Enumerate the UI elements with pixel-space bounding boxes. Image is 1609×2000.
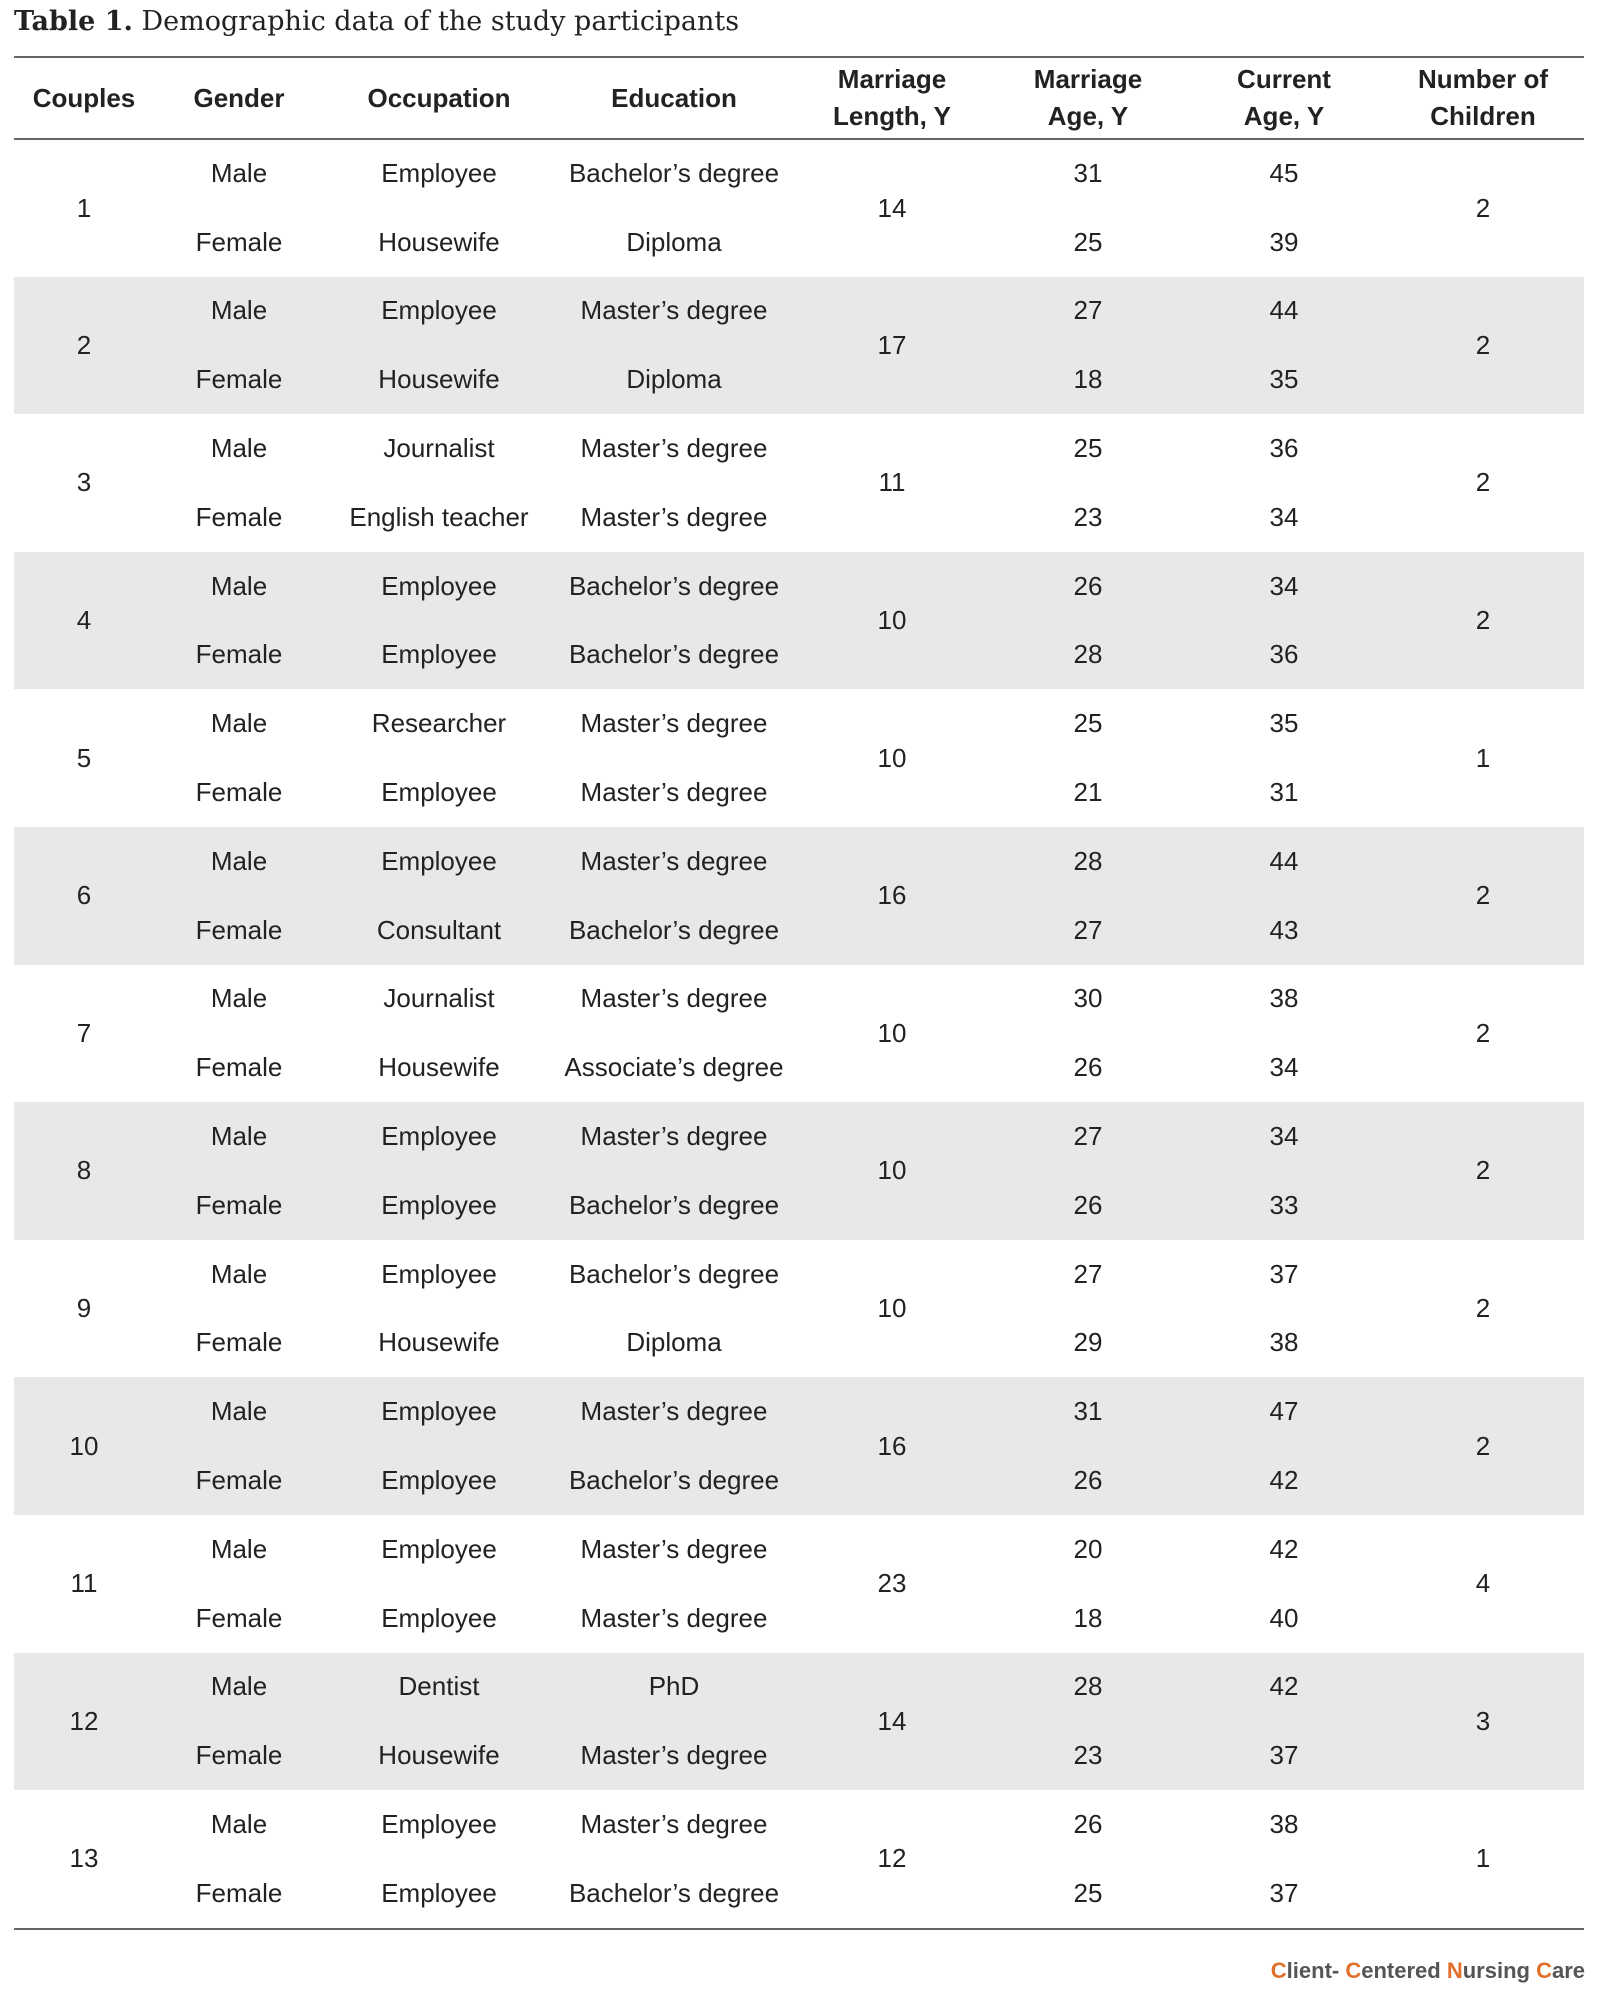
children-cell: 2 bbox=[1475, 467, 1491, 498]
marriage-age-cell: 18 bbox=[990, 345, 1186, 414]
occupation-cell: Researcher bbox=[371, 708, 507, 739]
gender-cell: Female bbox=[195, 501, 283, 532]
occupation-cell: Employee bbox=[381, 1877, 497, 1908]
marriage-length-cell: 10 bbox=[794, 1102, 990, 1240]
header-row bbox=[14, 57, 1584, 139]
current-age-cell: 38 bbox=[1269, 1809, 1299, 1840]
table-row bbox=[14, 414, 1584, 483]
gender-cell: Female bbox=[195, 777, 283, 808]
education-cell: Bachelor’s degree bbox=[568, 158, 780, 189]
current-age-cell: 35 bbox=[1186, 345, 1382, 414]
occupation-cell: Employee bbox=[381, 777, 497, 808]
education-cell: Master’s degree bbox=[554, 1377, 794, 1446]
current-age-cell: 44 bbox=[1186, 277, 1382, 346]
marriage-age-cell: 31 bbox=[1073, 158, 1103, 189]
couple-id-cell: 1 bbox=[76, 192, 92, 223]
occupation-cell: Employee bbox=[381, 1533, 497, 1564]
column-header-line: Marriage bbox=[837, 64, 947, 94]
couple-id-cell: 9 bbox=[76, 1293, 92, 1324]
marriage-age-cell: 25 bbox=[1073, 1877, 1103, 1908]
occupation-cell: Employee bbox=[324, 1446, 554, 1515]
occupation-cell: Employee bbox=[324, 552, 554, 621]
marriage-length-cell: 10 bbox=[877, 1017, 907, 1048]
column-header-line: Length, Y bbox=[833, 101, 951, 131]
education-cell: Diploma bbox=[626, 1327, 722, 1358]
education-cell: Master’s degree bbox=[554, 277, 794, 346]
occupation-cell: Employee bbox=[381, 1258, 497, 1289]
gender-cell: Male bbox=[210, 1533, 268, 1564]
education-cell: Master’s degree bbox=[580, 777, 768, 808]
marriage-length-cell: 16 bbox=[794, 1377, 990, 1515]
marriage-age-cell: 27 bbox=[990, 1102, 1186, 1171]
current-age-cell: 34 bbox=[1186, 1102, 1382, 1171]
marriage-age-cell: 27 bbox=[990, 896, 1186, 965]
marriage-age-cell: 28 bbox=[990, 827, 1186, 896]
marriage-length-cell: 10 bbox=[794, 552, 990, 690]
column-header-line: Gender bbox=[193, 82, 285, 113]
brand-text-part: C bbox=[1270, 1958, 1287, 1983]
current-age-cell: 42 bbox=[1186, 1446, 1382, 1515]
current-age-cell: 36 bbox=[1269, 433, 1299, 464]
education-cell: Bachelor’s degree bbox=[568, 1258, 780, 1289]
marriage-age-cell: 23 bbox=[990, 1721, 1186, 1790]
couple-id-cell: 13 bbox=[69, 1843, 99, 1874]
marriage-age-cell: 29 bbox=[1073, 1327, 1103, 1358]
marriage-age-cell: 26 bbox=[990, 1446, 1186, 1515]
occupation-cell: Housewife bbox=[378, 226, 500, 257]
education-cell: Master’s degree bbox=[580, 983, 768, 1014]
marriage-age-cell: 31 bbox=[990, 1377, 1186, 1446]
column-header-line: Education bbox=[611, 82, 737, 113]
occupation-cell: Housewife bbox=[324, 1721, 554, 1790]
education-cell: Master’s degree bbox=[580, 1809, 768, 1840]
table-row bbox=[14, 1102, 1584, 1171]
marriage-length-cell: 16 bbox=[794, 827, 990, 965]
couple-id-cell: 3 bbox=[76, 467, 92, 498]
column-header bbox=[14, 57, 154, 139]
education-cell: Bachelor’s degree bbox=[554, 896, 794, 965]
current-age-cell: 38 bbox=[1269, 983, 1299, 1014]
couple-id-cell: 8 bbox=[14, 1102, 154, 1240]
occupation-cell: Employee bbox=[324, 1377, 554, 1446]
column-header-line: Marriage bbox=[1033, 64, 1143, 94]
marriage-age-cell: 26 bbox=[1073, 1809, 1103, 1840]
marriage-age-cell: 27 bbox=[1073, 1258, 1103, 1289]
gender-cell: Female bbox=[154, 345, 324, 414]
table-row bbox=[14, 965, 1584, 1034]
marriage-age-cell: 25 bbox=[1073, 708, 1103, 739]
education-cell: Diploma bbox=[554, 345, 794, 414]
marriage-age-cell: 25 bbox=[1073, 433, 1103, 464]
children-cell: 3 bbox=[1382, 1653, 1584, 1791]
children-cell: 1 bbox=[1475, 742, 1491, 773]
caption-text: Demographic data of the study participants bbox=[141, 6, 740, 37]
current-age-cell: 39 bbox=[1269, 226, 1299, 257]
occupation-cell: Employee bbox=[381, 158, 497, 189]
column-header-line: Age, Y bbox=[1047, 101, 1129, 131]
table-row bbox=[14, 277, 1584, 346]
occupation-cell: English teacher bbox=[349, 501, 529, 532]
column-header bbox=[324, 57, 554, 139]
marriage-age-cell: 25 bbox=[1073, 226, 1103, 257]
gender-cell: Female bbox=[195, 1602, 283, 1633]
occupation-cell: Employee bbox=[324, 277, 554, 346]
current-age-cell: 37 bbox=[1186, 1721, 1382, 1790]
column-header-line: Current bbox=[1237, 64, 1331, 94]
table-row bbox=[14, 689, 1584, 758]
gender-cell: Male bbox=[210, 1809, 268, 1840]
marriage-length-cell: 17 bbox=[794, 277, 990, 415]
marriage-length-cell: 10 bbox=[877, 742, 907, 773]
occupation-cell: Dentist bbox=[324, 1653, 554, 1722]
education-cell: Master’s degree bbox=[554, 1102, 794, 1171]
children-cell: 2 bbox=[1382, 277, 1584, 415]
table-header bbox=[14, 57, 1584, 139]
education-cell: Bachelor’s degree bbox=[554, 552, 794, 621]
current-age-cell: 47 bbox=[1186, 1377, 1382, 1446]
education-cell: Master’s degree bbox=[580, 501, 768, 532]
brand-text-part: C bbox=[1536, 1958, 1552, 1983]
education-cell: Bachelor’s degree bbox=[554, 621, 794, 690]
caption-label: Table 1. bbox=[14, 6, 133, 37]
education-cell: Bachelor’s degree bbox=[554, 1446, 794, 1515]
table-row bbox=[14, 1515, 1584, 1584]
occupation-cell: Journalist bbox=[383, 433, 495, 464]
current-age-cell: 31 bbox=[1269, 777, 1299, 808]
table-row bbox=[14, 1377, 1584, 1446]
occupation-cell: Employee bbox=[324, 1171, 554, 1240]
marriage-age-cell: 21 bbox=[1073, 777, 1103, 808]
current-age-cell: 42 bbox=[1186, 1653, 1382, 1722]
current-age-cell: 42 bbox=[1269, 1533, 1299, 1564]
children-cell: 2 bbox=[1475, 1017, 1491, 1048]
current-age-cell: 36 bbox=[1186, 621, 1382, 690]
marriage-length-cell: 14 bbox=[794, 1653, 990, 1791]
education-cell: Bachelor’s degree bbox=[554, 1171, 794, 1240]
gender-cell: Male bbox=[210, 983, 268, 1014]
brand-text-part: C bbox=[1345, 1958, 1362, 1983]
table-row bbox=[14, 139, 1584, 208]
brand-text-part: N bbox=[1446, 1958, 1463, 1983]
marriage-length-cell: 14 bbox=[877, 192, 907, 223]
column-header bbox=[554, 57, 794, 139]
occupation-cell: Employee bbox=[324, 827, 554, 896]
children-cell: 2 bbox=[1382, 827, 1584, 965]
occupation-cell: Housewife bbox=[378, 1052, 500, 1083]
current-age-cell: 37 bbox=[1269, 1258, 1299, 1289]
table-row bbox=[14, 1790, 1584, 1859]
current-age-cell: 45 bbox=[1269, 158, 1299, 189]
journal-brand-logo bbox=[1271, 1958, 1585, 1984]
occupation-cell: Housewife bbox=[324, 345, 554, 414]
table-row bbox=[14, 552, 1584, 621]
occupation-cell: Employee bbox=[324, 1102, 554, 1171]
table-caption bbox=[14, 6, 739, 37]
gender-cell: Female bbox=[154, 1446, 324, 1515]
column-header bbox=[154, 57, 324, 139]
education-cell: Master’s degree bbox=[580, 433, 768, 464]
gender-cell: Male bbox=[210, 433, 268, 464]
gender-cell: Male bbox=[154, 1653, 324, 1722]
table-row bbox=[14, 827, 1584, 896]
education-cell: Bachelor’s degree bbox=[568, 1877, 780, 1908]
education-cell: Diploma bbox=[626, 226, 722, 257]
marriage-age-cell: 30 bbox=[1073, 983, 1103, 1014]
gender-cell: Male bbox=[210, 1258, 268, 1289]
gender-cell: Female bbox=[154, 896, 324, 965]
marriage-age-cell: 18 bbox=[1073, 1602, 1103, 1633]
education-cell: Master’s degree bbox=[580, 1533, 768, 1564]
table-body bbox=[14, 139, 1584, 1928]
gender-cell: Male bbox=[154, 552, 324, 621]
education-cell: Master’s degree bbox=[580, 1602, 768, 1633]
gender-cell: Male bbox=[210, 708, 268, 739]
table-bottom-rule bbox=[14, 1928, 1584, 1930]
couple-id-cell: 12 bbox=[14, 1653, 154, 1791]
column-header-line: Children bbox=[1430, 101, 1536, 131]
demographics-table bbox=[14, 56, 1584, 1928]
marriage-age-cell: 20 bbox=[1073, 1533, 1103, 1564]
education-cell: Master’s degree bbox=[554, 827, 794, 896]
children-cell: 4 bbox=[1475, 1568, 1491, 1599]
current-age-cell: 44 bbox=[1186, 827, 1382, 896]
gender-cell: Male bbox=[154, 277, 324, 346]
children-cell: 2 bbox=[1382, 552, 1584, 690]
children-cell: 2 bbox=[1475, 192, 1491, 223]
marriage-age-cell: 26 bbox=[990, 1171, 1186, 1240]
children-cell: 2 bbox=[1382, 1377, 1584, 1515]
brand-text-part: ursing bbox=[1462, 1958, 1537, 1983]
column-header-line: Age, Y bbox=[1243, 101, 1325, 131]
education-cell: Associate’s degree bbox=[564, 1052, 784, 1083]
children-cell: 2 bbox=[1475, 1293, 1491, 1324]
table-row bbox=[14, 1240, 1584, 1309]
education-cell: Master’s degree bbox=[580, 708, 768, 739]
gender-cell: Female bbox=[154, 1171, 324, 1240]
occupation-cell: Employee bbox=[381, 1809, 497, 1840]
occupation-cell: Consultant bbox=[324, 896, 554, 965]
current-age-cell: 38 bbox=[1269, 1327, 1299, 1358]
gender-cell: Female bbox=[195, 226, 283, 257]
gender-cell: Female bbox=[195, 1877, 283, 1908]
current-age-cell: 40 bbox=[1269, 1602, 1299, 1633]
current-age-cell: 34 bbox=[1186, 552, 1382, 621]
current-age-cell: 35 bbox=[1269, 708, 1299, 739]
couple-id-cell: 11 bbox=[70, 1568, 98, 1599]
couple-id-cell: 5 bbox=[76, 742, 92, 773]
brand-text-part: entered bbox=[1361, 1958, 1447, 1983]
marriage-age-cell: 27 bbox=[990, 277, 1186, 346]
gender-cell: Female bbox=[195, 1052, 283, 1083]
marriage-length-cell: 23 bbox=[877, 1568, 907, 1599]
gender-cell: Male bbox=[210, 158, 268, 189]
current-age-cell: 33 bbox=[1186, 1171, 1382, 1240]
couple-id-cell: 7 bbox=[76, 1017, 92, 1048]
marriage-length-cell: 11 bbox=[878, 467, 906, 498]
occupation-cell: Employee bbox=[381, 1602, 497, 1633]
current-age-cell: 43 bbox=[1186, 896, 1382, 965]
table-row bbox=[14, 1653, 1584, 1722]
current-age-cell: 34 bbox=[1269, 501, 1299, 532]
current-age-cell: 34 bbox=[1269, 1052, 1299, 1083]
demographics-table-wrap bbox=[14, 56, 1584, 1930]
brand-text-part: are bbox=[1551, 1958, 1585, 1983]
couple-id-cell: 10 bbox=[14, 1377, 154, 1515]
column-header bbox=[990, 57, 1186, 139]
marriage-length-cell: 10 bbox=[877, 1293, 907, 1324]
marriage-length-cell: 12 bbox=[877, 1843, 907, 1874]
gender-cell: Male bbox=[154, 1102, 324, 1171]
column-header-line: Occupation bbox=[367, 82, 511, 113]
children-cell: 1 bbox=[1475, 1843, 1491, 1874]
gender-cell: Male bbox=[154, 827, 324, 896]
column-header bbox=[1382, 57, 1584, 139]
marriage-age-cell: 26 bbox=[1073, 1052, 1103, 1083]
column-header-line: Number of bbox=[1418, 64, 1548, 94]
couple-id-cell: 4 bbox=[14, 552, 154, 690]
gender-cell: Female bbox=[195, 1327, 283, 1358]
gender-cell: Female bbox=[154, 621, 324, 690]
column-header bbox=[1186, 57, 1382, 139]
occupation-cell: Housewife bbox=[378, 1327, 500, 1358]
column-header-line: Couples bbox=[32, 82, 136, 113]
marriage-age-cell: 26 bbox=[990, 552, 1186, 621]
education-cell: Master’s degree bbox=[554, 1721, 794, 1790]
occupation-cell: Employee bbox=[324, 621, 554, 690]
gender-cell: Female bbox=[154, 1721, 324, 1790]
occupation-cell: Journalist bbox=[383, 983, 495, 1014]
brand-text-part: lient- bbox=[1286, 1958, 1346, 1983]
column-header bbox=[794, 57, 990, 139]
couple-id-cell: 6 bbox=[14, 827, 154, 965]
education-cell: PhD bbox=[554, 1653, 794, 1722]
marriage-age-cell: 23 bbox=[1073, 501, 1103, 532]
couple-id-cell: 2 bbox=[14, 277, 154, 415]
gender-cell: Male bbox=[154, 1377, 324, 1446]
marriage-age-cell: 28 bbox=[990, 1653, 1186, 1722]
current-age-cell: 37 bbox=[1269, 1877, 1299, 1908]
marriage-age-cell: 28 bbox=[990, 621, 1186, 690]
children-cell: 2 bbox=[1382, 1102, 1584, 1240]
